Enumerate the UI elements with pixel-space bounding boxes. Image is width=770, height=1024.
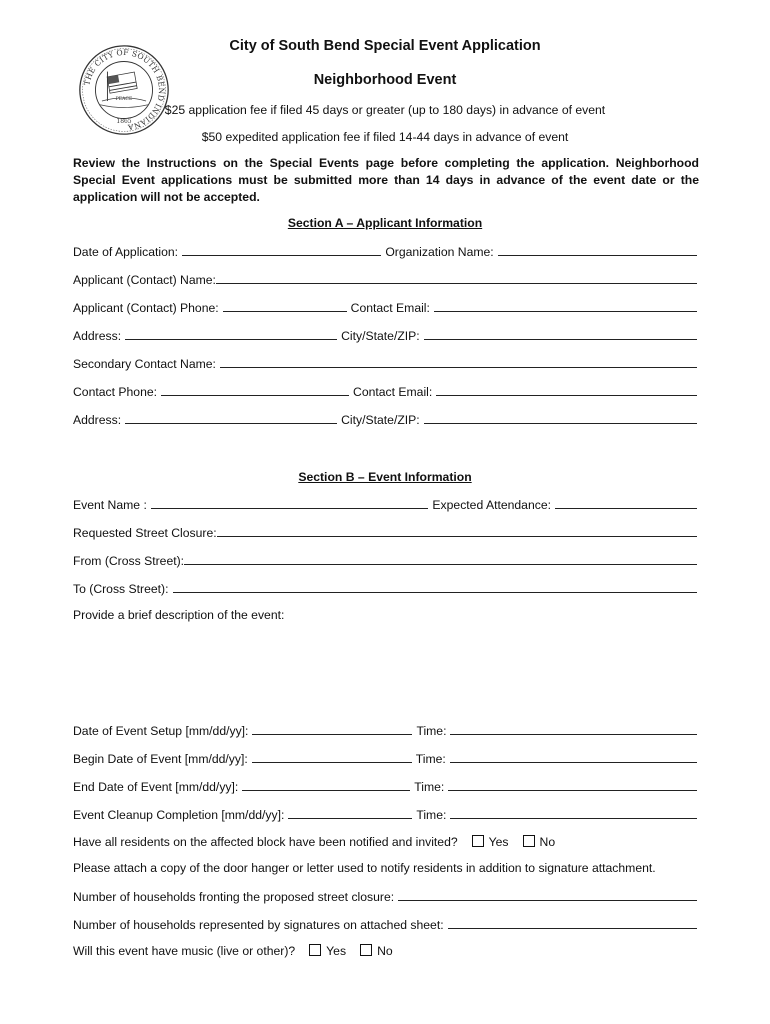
cleanup-date-field[interactable] (288, 806, 412, 819)
secondary-contact-name-label: Secondary Contact Name: (73, 357, 216, 371)
cleanup-date-label: Event Cleanup Completion [mm/dd/yy]: (73, 808, 285, 822)
row-date-organization (73, 243, 697, 261)
row-begin-date (73, 750, 697, 768)
row-event-name-attendance (73, 496, 697, 514)
instructions-paragraph: Review the Instructions on the Special Events page before completing the application. Neighborhood Special Event applications must be submitted more than 14 days in advance of the event date or the application will not be accepted. (73, 156, 699, 204)
music-yes-checkbox[interactable] (309, 944, 321, 956)
city-state-zip-field-1[interactable] (424, 327, 697, 340)
to-cross-street-label: To (Cross Street): (73, 582, 169, 596)
city-state-zip-field-2[interactable] (424, 411, 697, 424)
row-address-1 (73, 327, 697, 345)
row-secondary-contact (73, 355, 697, 373)
expedited-fee-note: $50 expedited application fee if filed 14-44 days in advance of event (201, 130, 569, 144)
music-yes-label: Yes (326, 944, 347, 958)
setup-time-label: Time: (416, 724, 447, 738)
contact-email-field-2[interactable] (436, 383, 697, 396)
contact-phone-label: Contact Phone: (73, 385, 158, 399)
residents-notified-yes-label: Yes (488, 835, 509, 849)
households-fronting-field[interactable] (398, 888, 697, 901)
standard-fee-note: $25 application fee if filed 45 days or greater (up to 180 days) in advance of event (164, 103, 606, 117)
organization-name-label: Organization Name: (385, 245, 494, 259)
row-from-cross-street (73, 552, 697, 570)
from-cross-street-label: From (Cross Street): (73, 554, 185, 568)
residents-notified-label: Have all residents on the affected block have been notified and invited? (73, 835, 458, 849)
city-state-zip-label-2: City/State/ZIP: (341, 413, 420, 427)
row-applicant-phone-email (73, 299, 697, 317)
residents-notified-no-checkbox[interactable] (523, 835, 535, 847)
form-title: City of South Bend Special Event Application (229, 38, 541, 54)
setup-time-field[interactable] (450, 722, 697, 735)
row-contact-phone-email (73, 383, 697, 401)
requested-street-closure-label: Requested Street Closure: (73, 526, 217, 540)
row-end-date (73, 778, 697, 796)
row-to-cross-street (73, 580, 697, 598)
applicant-phone-label: Applicant (Contact) Phone: (73, 301, 219, 315)
begin-date-label: Begin Date of Event [mm/dd/yy]: (73, 752, 248, 766)
residents-notified-no-label: No (539, 835, 556, 849)
svg-text:PEACE: PEACE (115, 97, 133, 103)
begin-time-field[interactable] (450, 750, 697, 763)
secondary-contact-name-field[interactable] (220, 355, 697, 368)
address-field-2[interactable] (125, 411, 337, 424)
row-households-fronting (73, 888, 697, 906)
end-date-label: End Date of Event [mm/dd/yy]: (73, 780, 239, 794)
svg-text:1865: 1865 (116, 118, 132, 126)
event-description-label: Provide a brief description of the event: (73, 608, 285, 622)
applicant-phone-field[interactable] (223, 299, 347, 312)
begin-date-field[interactable] (252, 750, 412, 763)
address-label-2: Address: (73, 413, 122, 427)
event-description-area[interactable] (73, 630, 697, 715)
form-subtitle: Neighborhood Event (313, 72, 457, 88)
row-households-signatures (73, 916, 697, 934)
expected-attendance-label: Expected Attendance: (432, 498, 551, 512)
city-state-zip-label-1: City/State/ZIP: (341, 329, 420, 343)
cleanup-time-label: Time: (416, 808, 447, 822)
setup-date-field[interactable] (252, 722, 412, 735)
contact-email-label-2: Contact Email: (353, 385, 433, 399)
organization-name-field[interactable] (498, 243, 697, 256)
address-label-1: Address: (73, 329, 122, 343)
cleanup-time-field[interactable] (450, 806, 697, 819)
households-signatures-field[interactable] (448, 916, 697, 929)
households-signatures-label: Number of households represented by signatures on attached sheet: (73, 918, 444, 932)
expected-attendance-field[interactable] (555, 496, 697, 509)
section-b-heading: Section B – Event Information (298, 470, 472, 484)
end-time-field[interactable] (448, 778, 697, 791)
section-a-heading: Section A – Applicant Information (287, 216, 483, 230)
end-date-field[interactable] (242, 778, 410, 791)
music-no-label: No (377, 944, 393, 958)
end-time-label: Time: (414, 780, 445, 794)
from-cross-street-field[interactable] (184, 552, 697, 565)
setup-date-label: Date of Event Setup [mm/dd/yy]: (73, 724, 249, 738)
event-name-field[interactable] (151, 496, 429, 509)
contact-email-label-1: Contact Email: (350, 301, 430, 315)
address-field-1[interactable] (125, 327, 337, 340)
city-seal-icon (78, 44, 170, 136)
row-setup-date (73, 722, 697, 740)
row-cleanup-date (73, 806, 697, 824)
requested-street-closure-field[interactable] (217, 524, 697, 537)
row-residents-notified (73, 834, 697, 852)
to-cross-street-field[interactable] (173, 580, 698, 593)
row-attach-note (73, 861, 697, 879)
applicant-name-field[interactable] (216, 271, 697, 284)
begin-time-label: Time: (415, 752, 446, 766)
date-of-application-field[interactable] (182, 243, 381, 256)
row-music (73, 943, 697, 961)
row-street-closure (73, 524, 697, 542)
row-address-2 (73, 411, 697, 429)
applicant-name-label: Applicant (Contact) Name: (73, 273, 216, 287)
attach-note-text: Please attach a copy of the door hanger or letter used to notify residents in addition to signature attachment. (73, 861, 656, 875)
event-name-label: Event Name : (73, 498, 147, 512)
row-applicant-name (73, 271, 697, 289)
residents-notified-yes-checkbox[interactable] (472, 835, 484, 847)
music-label: Will this event have music (live or other)? (73, 944, 296, 958)
contact-phone-field[interactable] (161, 383, 349, 396)
svg-text:THE CITY OF SOUTH BEND INDIANA: THE CITY OF SOUTH BEND INDIANA (82, 47, 167, 132)
households-fronting-label: Number of households fronting the proposed street closure: (73, 890, 395, 904)
music-no-checkbox[interactable] (360, 944, 372, 956)
date-of-application-label: Date of Application: (73, 245, 179, 259)
contact-email-field-1[interactable] (434, 299, 697, 312)
row-description-prompt (73, 608, 697, 626)
